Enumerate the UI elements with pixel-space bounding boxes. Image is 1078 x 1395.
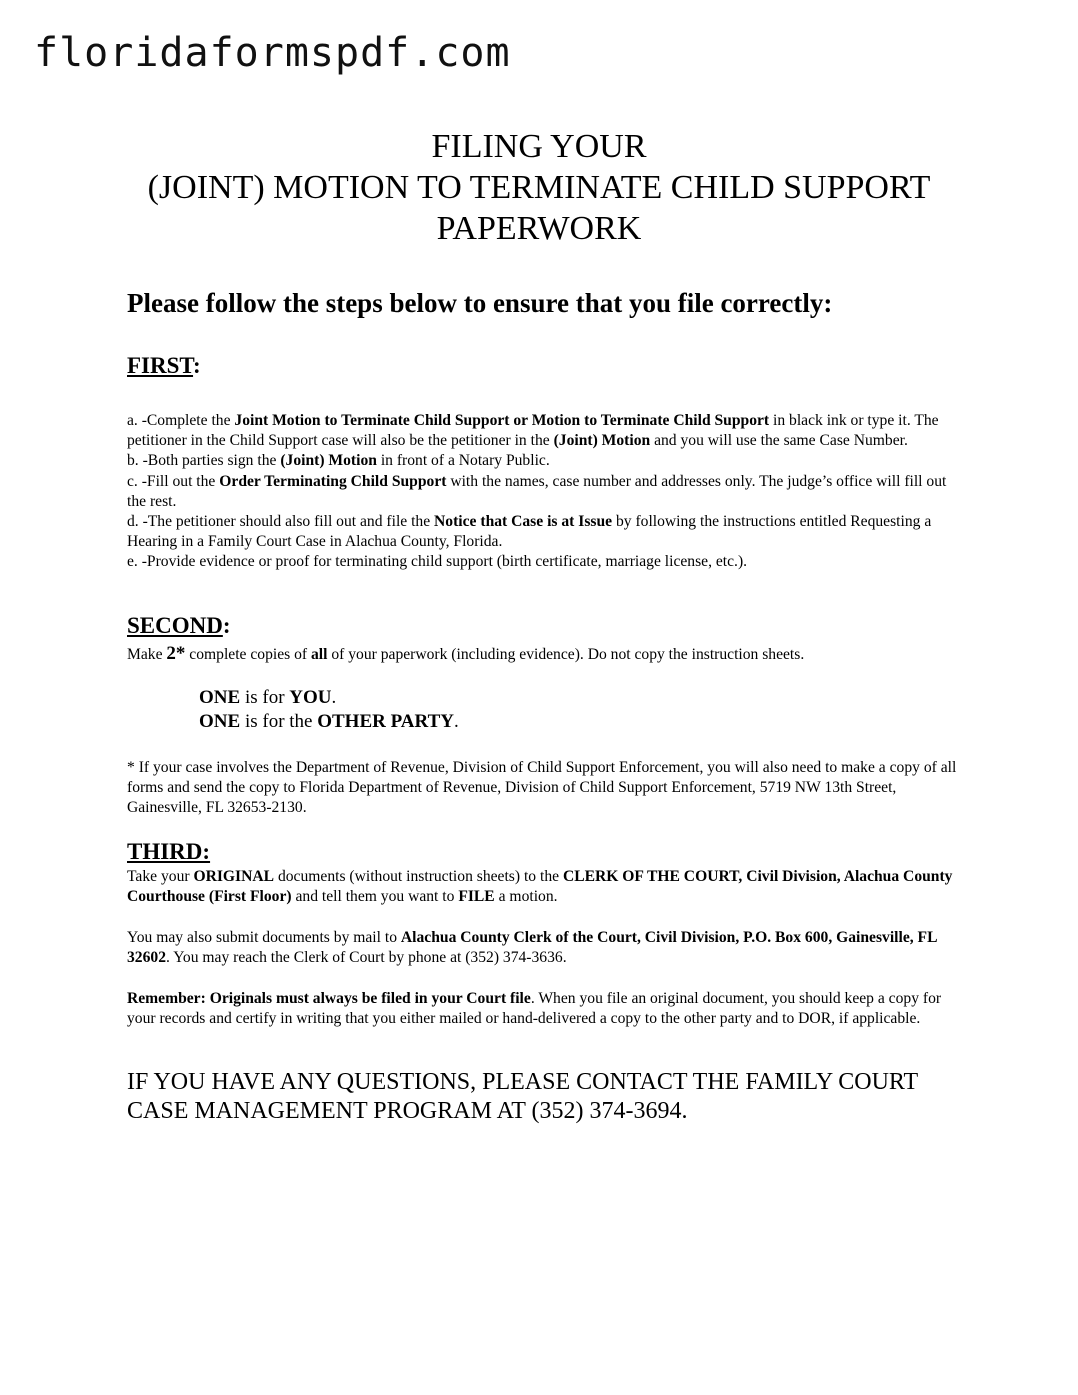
copies-bold-all: all xyxy=(310,646,328,663)
third-paragraph-1 xyxy=(127,867,957,907)
first-heading-colon: : xyxy=(193,353,201,378)
third-p1-t4: a motion. xyxy=(494,888,558,906)
second-heading xyxy=(127,613,231,639)
copy-for-you-bold: YOU xyxy=(289,687,332,708)
first-heading xyxy=(127,353,201,379)
step-b xyxy=(127,451,957,471)
step-d xyxy=(127,512,957,552)
copy-for-you-text-2: . xyxy=(331,687,337,708)
title-line-3: PAPERWORK xyxy=(436,210,642,247)
copies-count: 2* xyxy=(166,643,186,664)
third-p1-b1: ORIGINAL xyxy=(193,868,275,885)
third-p1-t3: and tell them you want to xyxy=(291,888,459,906)
third-p3-text xyxy=(127,989,957,1029)
dor-note xyxy=(127,758,957,819)
copy-distribution xyxy=(199,686,459,734)
step-d-bold-1: Notice that Case is at Issue xyxy=(434,513,613,531)
third-p2-b1: Alachua County Clerk of the Court, Civil Division, P.O. Box 600, Gainesville, FL 32602 xyxy=(127,929,937,967)
step-a xyxy=(127,411,957,451)
title-line-2: (JOINT) MOTION TO TERMINATE CHILD SUPPORT xyxy=(147,169,931,206)
step-c-text-2: with the names, case number and addresses only. The judge’s office will fill out the rest. xyxy=(127,472,947,510)
step-c-text-1: c. -Fill out the xyxy=(127,472,220,490)
third-heading xyxy=(127,839,210,865)
copy-one-label-1: ONE xyxy=(199,687,241,708)
third-paragraph-3 xyxy=(127,989,957,1029)
third-p2-t2: . You may reach the Clerk of Court by phone at (352) 374-3636. xyxy=(165,949,567,967)
step-c-bold-1: Order Terminating Child Support xyxy=(219,472,447,490)
third-p2-text xyxy=(127,928,957,968)
step-a-text-3: and you will use the same Case Number. xyxy=(650,432,908,450)
watermark: floridaformspdf.com xyxy=(34,30,511,76)
step-a-bold-1: Joint Motion to Terminate Child Support or Motion to Terminate Child Support xyxy=(234,412,770,429)
first-steps xyxy=(127,411,957,573)
step-b-text-2: in front of a Notary Public. xyxy=(376,452,550,470)
third-heading-label: THIRD: xyxy=(127,839,211,864)
third-p1-text xyxy=(127,867,957,907)
step-a-text-1: a. -Complete the xyxy=(127,412,235,429)
third-p1-b2: CLERK OF THE COURT, Civil Division, Alachua County Courthouse (First Floor) xyxy=(127,868,953,906)
copies-instruction xyxy=(127,644,957,665)
second-heading-colon: : xyxy=(222,613,231,638)
dor-note-text: * If your case involves the Department of Revenue, Division of Child Support Enforcement, you will also need to make a copy of all forms and send the copy to Florida Department of Revenue, Division of Child Support Enforcement, 5719 NW 13th Street, Gainesville, FL 32653-2130. xyxy=(127,759,957,817)
third-paragraph-2 xyxy=(127,928,957,968)
copy-for-you-text-1: is for xyxy=(240,687,290,708)
intro-heading: Please follow the steps below to ensure that you file correctly: xyxy=(127,288,833,318)
second-instructions xyxy=(127,644,957,665)
closing-contact: IF YOU HAVE ANY QUESTIONS, PLEASE CONTACT THE FAMILY COURT CASE MANAGEMENT PROGRAM AT (352) 374-3694. xyxy=(127,1069,918,1124)
third-p3-t1: . When you file an original document, you should keep a copy for your records and certify in writing that you either mailed or hand-delivered a copy to the other party and to DOR, if applicable. xyxy=(127,990,942,1028)
page-title xyxy=(0,126,1078,249)
copies-text-2: complete copies of xyxy=(185,646,311,663)
step-c xyxy=(127,472,957,512)
first-heading-label: FIRST xyxy=(127,353,194,378)
third-p3-b1: Remember: Originals must always be filed in your Court file xyxy=(127,990,531,1007)
copy-for-other-bold: OTHER PARTY xyxy=(317,711,454,732)
third-p1-t1: Take your xyxy=(127,868,194,885)
step-b-bold-1: (Joint) Motion xyxy=(280,452,377,470)
copy-for-other-text-1: is for the xyxy=(240,711,318,732)
copy-for-other-party xyxy=(199,710,459,734)
third-p1-t2: documents (without instruction sheets) to the xyxy=(274,868,563,885)
step-b-text-1: b. -Both parties sign the xyxy=(127,452,281,470)
copy-for-other-text-2: . xyxy=(453,711,459,732)
step-a-text-2: in black ink or type it. The petitioner in the Child Support case will also be the petitioner in the xyxy=(127,412,939,450)
copies-text-3: of your paperwork (including evidence). Do not copy the instruction sheets. xyxy=(327,646,805,663)
step-a-bold-2: (Joint) Motion xyxy=(553,432,651,450)
step-e: e. -Provide evidence or proof for terminating child support (birth certificate, marriage license, etc.). xyxy=(127,553,748,571)
step-d-text-1: d. -The petitioner should also fill out and file the xyxy=(127,513,435,531)
third-p1-b3: FILE xyxy=(458,888,495,906)
copies-text-1: Make xyxy=(127,646,167,663)
copy-one-label-2: ONE xyxy=(199,711,241,732)
copy-for-you xyxy=(199,686,459,710)
second-heading-label: SECOND xyxy=(127,613,223,638)
third-p2-t1: You may also submit documents by mail to xyxy=(127,929,401,946)
title-line-1: FILING YOUR xyxy=(431,128,647,165)
step-d-text-2: by following the instructions entitled Requesting a Hearing in a Family Court Case in Alachua County, Florida. xyxy=(127,513,932,551)
